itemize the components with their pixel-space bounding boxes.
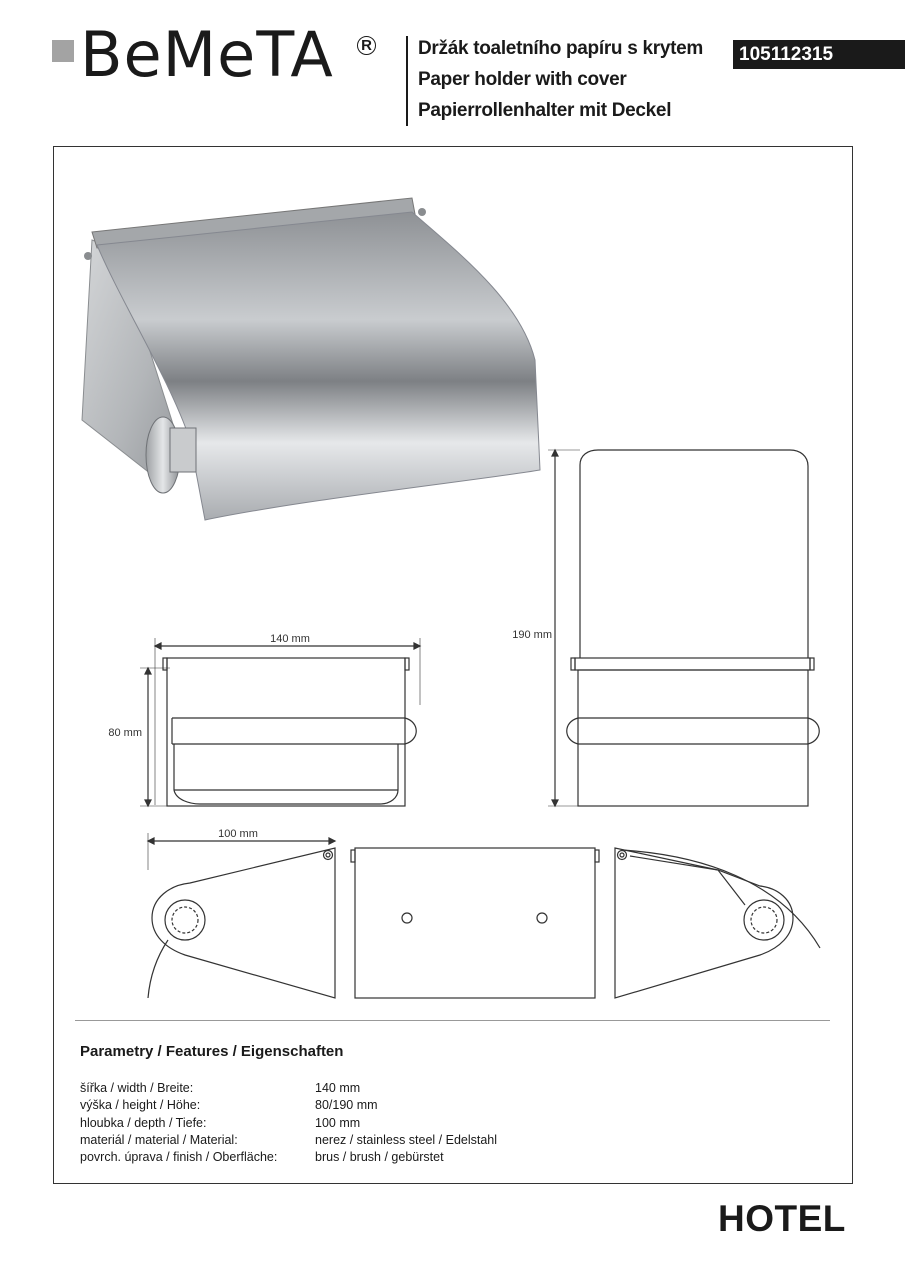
registered-mark: R	[357, 36, 376, 55]
dim-height-open-label: 190 mm	[512, 629, 552, 641]
title-english: Paper holder with cover	[418, 69, 627, 90]
feature-label: povrch. úprava / finish / Oberfläche:	[80, 1150, 278, 1165]
feature-row-finish	[80, 1149, 497, 1166]
product-photo	[82, 198, 540, 520]
side-view-right	[615, 848, 820, 998]
feature-value: 80/190 mm	[315, 1098, 378, 1113]
feature-row-depth	[80, 1115, 497, 1132]
feature-value: brus / brush / gebürstet	[315, 1150, 444, 1165]
front-view-open	[548, 450, 819, 806]
feature-row-width	[80, 1080, 497, 1097]
feature-value: 140 mm	[315, 1081, 361, 1095]
feature-row-material	[80, 1132, 497, 1149]
features-divider	[75, 1020, 830, 1021]
features-title: Parametry / Features / Eigenschaften	[80, 1043, 344, 1060]
feature-value: nerez / stainless steel / Edelstahl	[315, 1132, 498, 1147]
feature-label: materiál / material / Material:	[80, 1132, 238, 1147]
feature-label: hloubka / depth / Tiefe:	[80, 1115, 207, 1130]
brand-logo: BeMeTA	[80, 18, 334, 91]
features-table	[80, 1080, 497, 1166]
feature-label: výška / height / Höhe:	[80, 1098, 201, 1113]
side-view-left	[148, 833, 335, 998]
dim-height-label: 80 mm	[108, 727, 142, 739]
feature-value: 100 mm	[315, 1115, 361, 1130]
title-czech: Držák toaletního papíru s krytem	[418, 38, 703, 59]
dim-width-label: 140 mm	[270, 633, 310, 645]
product-code-badge: 105112315	[733, 40, 905, 69]
feature-label: šířka / width / Breite:	[80, 1081, 194, 1095]
dim-depth-label: 100 mm	[218, 828, 258, 840]
front-view-closed	[140, 638, 420, 806]
feature-row-height	[80, 1097, 497, 1114]
category-label: HOTEL	[718, 1198, 846, 1239]
back-view	[351, 848, 599, 998]
title-german: Papierrollenhalter mit Deckel	[418, 100, 672, 121]
